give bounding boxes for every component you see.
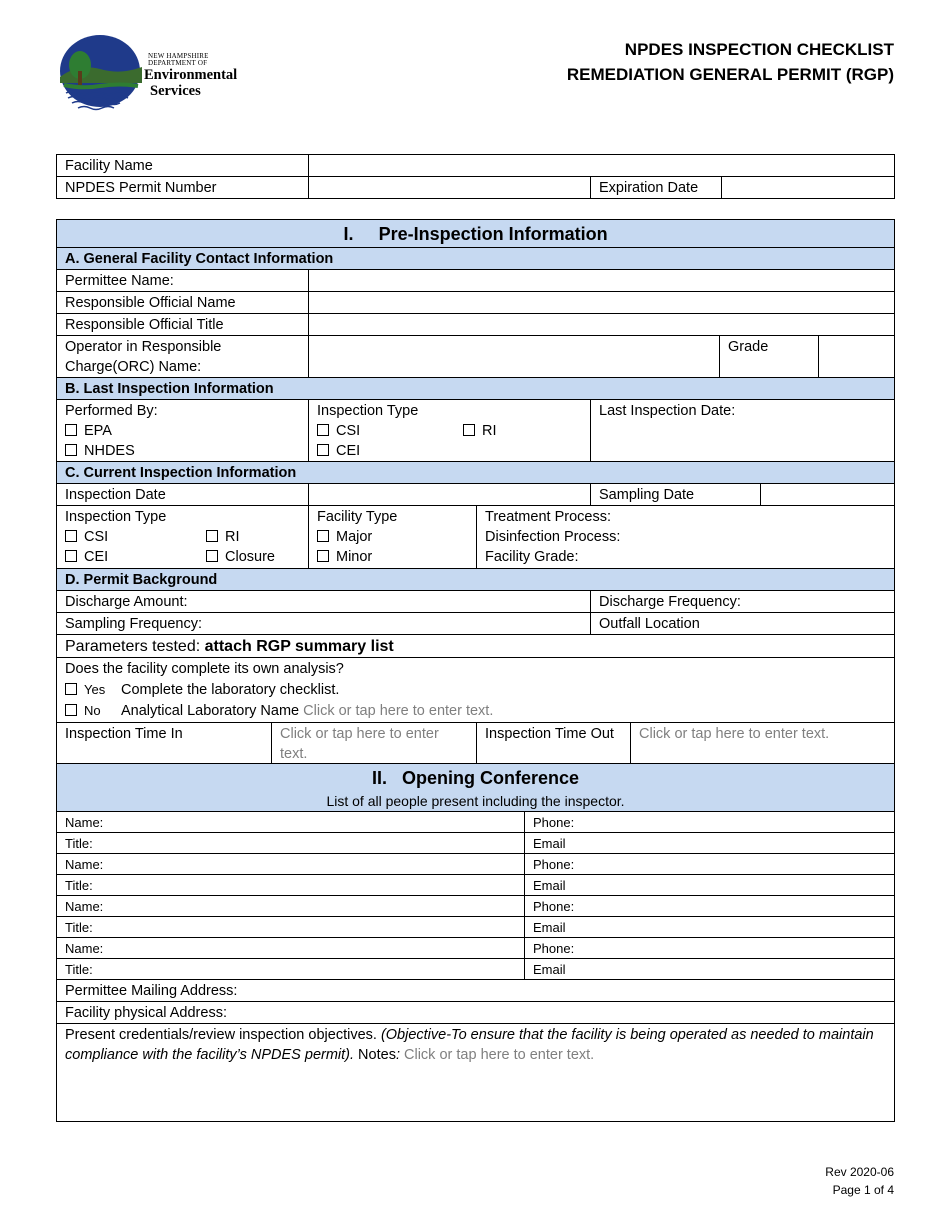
current-inspection-type-cell (57, 506, 309, 569)
notes-label: Notes (354, 1047, 396, 1063)
current-cei-label: CEI (84, 549, 109, 565)
inspection-date-label: Inspection Date (57, 484, 309, 506)
performed-by-cell (57, 400, 309, 462)
sampling-frequency-label[interactable]: Sampling Frequency: (57, 613, 591, 635)
last-ri-checkbox[interactable] (463, 424, 475, 436)
mailing-address-label[interactable]: Permittee Mailing Address: (57, 980, 895, 1002)
person-1-email[interactable]: Email (525, 833, 895, 854)
person-4-phone[interactable]: Phone: (525, 938, 895, 959)
major-label: Major (336, 529, 373, 545)
current-csi-checkbox[interactable] (65, 530, 77, 542)
logo-line-2: DEPARTMENT OF (148, 59, 208, 67)
permittee-name-label: Permittee Name: (57, 270, 309, 292)
page-number: Page 1 of 4 (832, 1183, 894, 1197)
current-inspection-type-label: Inspection Type (65, 509, 167, 525)
last-ri-label: RI (482, 423, 497, 439)
inspection-date-field[interactable] (309, 484, 591, 506)
expiration-date-field[interactable] (722, 177, 895, 199)
grade-label: Grade (720, 336, 819, 378)
person-4-name[interactable]: Name: (57, 938, 525, 959)
current-csi-label: CSI (84, 529, 109, 545)
permit-number-label: NPDES Permit Number (57, 177, 309, 199)
major-checkbox[interactable] (317, 530, 329, 542)
epa-label: EPA (84, 423, 112, 439)
own-analysis-question: Does the facility complete its own analysis? (65, 661, 344, 677)
expiration-date-label: Expiration Date (591, 177, 722, 199)
person-2-name[interactable]: Name: (57, 854, 525, 875)
time-out-input[interactable]: Click or tap here to enter text. (631, 723, 895, 765)
discharge-amount-label[interactable]: Discharge Amount: (57, 591, 591, 613)
section-2-title: Opening Conference (402, 768, 580, 788)
section-b-header: B. Last Inspection Information (57, 378, 895, 400)
last-inspection-type-label: Inspection Type (317, 403, 419, 419)
section-2-subtitle: List of all people present including the inspector. (326, 793, 625, 809)
revision-label: Rev 2020-06 (825, 1165, 894, 1179)
pre-inspection-table (56, 219, 895, 765)
lab-name-input[interactable]: Click or tap here to enter text. (303, 703, 494, 719)
current-ri-checkbox[interactable] (206, 530, 218, 542)
section-c-header: C. Current Inspection Information (57, 462, 895, 484)
last-csi-checkbox[interactable] (317, 424, 329, 436)
sampling-date-field[interactable] (761, 484, 895, 506)
person-2-title[interactable]: Title: (57, 875, 525, 896)
credentials-instruction: Present credentials/review inspection objectives. (65, 1027, 381, 1043)
section-2-header (57, 764, 895, 812)
yes-label: Yes (84, 682, 106, 697)
section-a-header: A. General Facility Contact Information (57, 248, 895, 270)
last-inspection-date-label[interactable]: Last Inspection Date: (591, 400, 895, 462)
minor-label: Minor (336, 549, 373, 565)
disinfection-process-label[interactable]: Disinfection Process: (485, 529, 621, 545)
logo-line-1: NEW HAMPSHIRE (148, 52, 209, 60)
time-in-label: Inspection Time In (57, 723, 272, 765)
person-1-title[interactable]: Title: (57, 833, 525, 854)
parameters-tested-row (57, 635, 895, 658)
person-2-email[interactable]: Email (525, 875, 895, 896)
closure-label: Closure (225, 549, 275, 565)
orc-label-line-1: Operator in Responsible (65, 339, 222, 355)
performed-by-label: Performed By: (65, 403, 158, 419)
no-label: No (84, 703, 101, 718)
logo-line-3: Environmental (144, 67, 238, 83)
no-checkbox[interactable] (65, 704, 77, 716)
orc-name-label (57, 336, 309, 378)
nhdes-label: NHDES (84, 443, 135, 459)
person-3-name[interactable]: Name: (57, 896, 525, 917)
treatment-process-label[interactable]: Treatment Process: (485, 509, 611, 525)
notes-input[interactable]: Click or tap here to enter text. (399, 1047, 595, 1063)
facility-name-field[interactable] (309, 155, 895, 177)
permittee-name-field[interactable] (309, 270, 895, 292)
person-3-email[interactable]: Email (525, 917, 895, 938)
grade-field[interactable] (819, 336, 895, 378)
notes-colon: : (395, 1047, 400, 1063)
last-csi-label: CSI (336, 423, 361, 439)
section-1-header (57, 220, 895, 248)
nhdes-logo (58, 33, 238, 113)
nhdes-checkbox[interactable] (65, 444, 77, 456)
objective-text: (Objective-To ensure that the facility is being operated as needed to maintain compliance with the facility’s NPDES permit). (65, 1027, 874, 1063)
official-title-field[interactable] (309, 314, 895, 336)
facility-name-label: Facility Name (57, 155, 309, 177)
section-2-number: II. (371, 768, 387, 788)
facility-grade-label[interactable]: Facility Grade: (485, 549, 579, 565)
sampling-date-label: Sampling Date (591, 484, 761, 506)
orc-name-field[interactable] (309, 336, 720, 378)
parameters-tested-note: attach RGP summary list (204, 638, 394, 655)
own-analysis-cell (57, 658, 895, 723)
person-4-title[interactable]: Title: (57, 959, 525, 980)
facility-type-cell (309, 506, 477, 569)
process-cell (477, 506, 895, 569)
logo-emblem-icon (58, 33, 148, 113)
last-cei-checkbox[interactable] (317, 444, 329, 456)
epa-checkbox[interactable] (65, 424, 77, 436)
title-line-1: NPDES INSPECTION CHECKLIST (624, 40, 894, 59)
physical-address-label[interactable]: Facility physical Address: (57, 1002, 895, 1024)
person-4-email[interactable]: Email (525, 959, 895, 980)
permit-number-field[interactable] (309, 177, 591, 199)
time-in-input[interactable]: Click or tap here to enter text. (272, 723, 477, 765)
discharge-frequency-label[interactable]: Discharge Frequency: (591, 591, 895, 613)
document-title (567, 37, 894, 87)
person-3-title[interactable]: Title: (57, 917, 525, 938)
title-line-2: REMEDIATION GENERAL PERMIT (RGP) (566, 65, 894, 84)
last-cei-label: CEI (336, 443, 361, 459)
orc-label-line-2: Charge(ORC) Name: (65, 359, 202, 375)
time-out-label: Inspection Time Out (477, 723, 631, 765)
section-1-title: Pre-Inspection Information (378, 224, 608, 244)
official-title-label: Responsible Official Title (57, 314, 309, 336)
section-d-header: D. Permit Background (57, 569, 895, 591)
closure-checkbox[interactable] (206, 550, 218, 562)
lab-checklist-instruction: Complete the laboratory checklist. (121, 682, 340, 698)
section-1-number: I. (343, 224, 354, 244)
yes-checkbox[interactable] (65, 683, 77, 695)
lab-name-label: Analytical Laboratory Name (121, 703, 304, 719)
person-1-phone[interactable]: Phone: (525, 812, 895, 833)
parameters-tested-label: Parameters tested: (65, 638, 205, 655)
current-cei-checkbox[interactable] (65, 550, 77, 562)
opening-conference-table (56, 763, 895, 1122)
official-name-field[interactable] (309, 292, 895, 314)
person-1-name[interactable]: Name: (57, 812, 525, 833)
last-inspection-type-cell (309, 400, 591, 462)
page-footer (825, 1163, 894, 1199)
logo-line-4: Services (150, 82, 201, 99)
facility-table (56, 154, 895, 199)
person-3-phone[interactable]: Phone: (525, 896, 895, 917)
credentials-notes-cell (57, 1024, 895, 1122)
person-2-phone[interactable]: Phone: (525, 854, 895, 875)
facility-type-label: Facility Type (317, 509, 398, 525)
current-ri-label: RI (225, 529, 240, 545)
official-name-label: Responsible Official Name (57, 292, 309, 314)
minor-checkbox[interactable] (317, 550, 329, 562)
outfall-location-label[interactable]: Outfall Location (591, 613, 895, 635)
